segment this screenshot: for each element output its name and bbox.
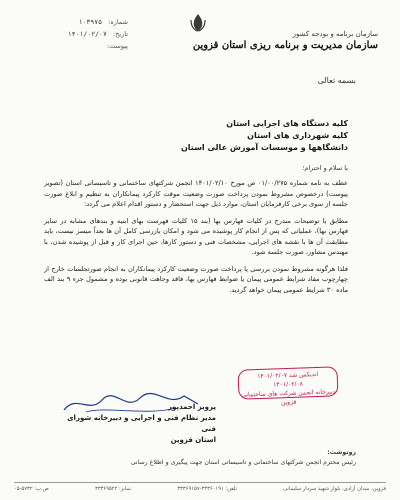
organization-header	[118, 30, 378, 51]
body-paragraph: فلذا هرگونه مشروط نمودن بررسی یا پرداخت صورت وضعیت کارکرد پیمانکاران به انجام صورتجلسات خارج از چهارچوب مفاد شرایط عمومی پیمان یا ضوابط فهارس بها، فاقد وجاهت قانونی بوده و مشمول جزء ۹ بند الف ماده ۳۰ شرایط عمومی پیمان خواهد گردید.	[44, 264, 348, 294]
recipient-line: دانشگاهها و موسسات آموزش عالی استان	[180, 143, 348, 152]
attachment-label: پیوست:	[106, 42, 128, 50]
footer-phone: تلفن: ۳۳۳۶۰۱۹۱-۳۳۳۶۹۱۵۷	[177, 486, 237, 492]
recipients	[48, 118, 348, 154]
stamp-line: ۱۴۰۱/۰۲/۰۸	[273, 380, 304, 389]
stamp-line: دبیرخانه انجمن شرکت های ساختمانی قزوین	[241, 388, 336, 407]
recipient-line: کلیه شهرداری های استان	[247, 131, 348, 140]
signer-name: پرویز احمدپور	[168, 403, 216, 411]
stamp-line: اندیکس شد ۱۴۰۱/۰۲/۰۷	[257, 370, 319, 381]
letter-meta	[18, 16, 128, 52]
letter-date: ۱۴۰۱/۰۲/۰۷	[67, 30, 107, 38]
greeting: با سلام و احترام؛	[302, 164, 348, 172]
date-label: تاریخ:	[112, 30, 128, 38]
footer-address: قزوین، میدان آزادی، بلوار شهید سردار سلیمانی	[283, 486, 386, 492]
basmala: بسمه تعالی	[317, 76, 356, 85]
body-paragraph: عطف به نامه شماره ۰۱/۰۰/۲۷۵ ص مورخ ۱۴۰۱/۰۲/۱۰ انجمن شرکتهای ساختمانی و تاسیساتی استان (تصویر پیوست) درخصوص مشروط نمودن پرداخت صورت وضعیت موقت کارکرد پیمانکاران به تنظیم و ابلاغ صورت جلسه از سوی برخی کارفرمایان استان، موارد ذیل جهت استحضار و دستور اقدام اعلام می گردد:	[44, 179, 348, 208]
body-paragraph: مطابق با توضیحات مندرج در کلیات فهارس بها (بند ۱۵ کلیات فهرست بهای ابنیه و بندهای مشابه در سایر فهارس بها)، عملیاتی که پس از انجام کار پوشیده می شود و امکان بازرسی کامل آن ها بعداً میسر نیست، باید مطابقت آن ها با نقشه های اجرایی، مشخصات فنی و دستور کارها، حین اجرای کار و قبل از پوشیده شدن، با مهندس مشاور، صورت جلسه شود.	[44, 216, 348, 256]
number-label: شماره:	[108, 18, 128, 26]
footer-postal: ص.پ: ۵۷۳۲-۰۵	[14, 486, 49, 492]
ministry-line: سازمان برنامه و بودجه کشور	[292, 30, 378, 38]
organization-name: سازمان مدیریت و برنامه ریزی استان قزوین	[192, 40, 378, 51]
cc-heading: رونوشت:	[327, 449, 356, 456]
letter-footer	[14, 482, 386, 492]
recipient-line: کلیه دستگاه های اجرایی استان	[226, 119, 348, 128]
received-stamp	[238, 366, 339, 407]
letter-body	[44, 178, 348, 301]
signer-title-location: استان قزوین	[170, 436, 216, 444]
signature-block	[56, 402, 216, 446]
footer-fax: نمابر: ۳۳۳۶۹۵۲۲	[95, 486, 132, 492]
signer-title: مدیر نظام فنی و اجرایی و دبیرخانه شورای فنی	[67, 414, 216, 433]
letter-number: ۱۰۳۹۷۵	[78, 18, 103, 26]
carbon-copy	[36, 448, 356, 468]
cc-recipient: رئیس محترم انجمن شرکتهای ساختمانی و تاسیساتی استان جهت پیگیری و اطلاع رسانی	[130, 459, 356, 466]
